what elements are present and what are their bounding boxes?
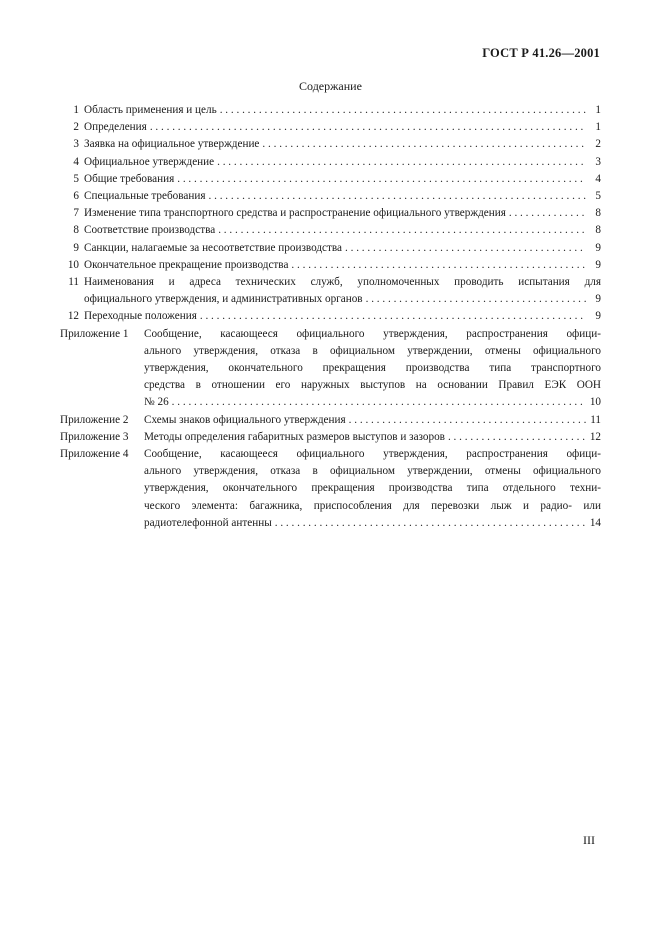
leader-dots [220,102,586,119]
toc-entry-page: 9 [595,310,601,323]
appendix-title-line: ального утверждения, отказа в официальном утверждении, отмены официального [144,465,601,478]
toc-entry-number: 9 [73,241,79,254]
toc-entry-number: 2 [73,121,79,134]
toc-entry-page: 8 [595,224,601,237]
leader-dots [209,188,587,205]
toc-entry-page: 5 [595,190,601,203]
leader-dots [150,119,586,136]
toc-entry-number: 4 [73,155,79,168]
toc-entry[interactable] [60,154,601,171]
leader-dots [349,412,586,429]
toc-entry-page: 9 [595,258,601,271]
toc-title: Содержание [299,79,362,93]
toc-entry[interactable] [60,240,601,257]
appendix-title-end: Методы определения габаритных размеров выступов и зазоров [144,430,445,443]
appendix-label: Приложение 4 [60,448,129,461]
toc-entry-page: 9 [595,241,601,254]
leader-dots [200,308,586,325]
leader-dots [448,429,586,446]
leader-dots [275,515,586,532]
toc-entry-number: 6 [73,190,79,203]
leader-dots [172,394,586,411]
leader-dots [217,154,586,171]
appendix-title-line: утверждения, окончательного прекращения производства типа транспортного [144,362,601,375]
toc-entry[interactable] [60,188,601,205]
toc-entry-title: Окончательное прекращение производства [84,258,289,271]
appendix-title-end: радиотелефонной антенны [144,516,272,529]
leader-dots [366,291,586,308]
toc-entry-page: 1 [595,121,601,134]
toc-entry-number: 10 [67,258,79,271]
appendix-title-line: Сообщение, касающееся официального утверждения, распространения офици- [144,448,601,461]
toc-entry-number: 8 [73,224,79,237]
toc-entry[interactable] [60,274,601,308]
page-number: III [583,833,595,847]
toc-entry-number: 3 [73,138,79,151]
toc-entry-title: Официальное утверждение [84,155,215,168]
toc-entry[interactable] [60,257,601,274]
toc-entry-page: 8 [595,207,601,220]
toc-entry-title: Изменение типа транспортного средства и распространение официального утверждения [84,207,506,220]
toc-entry-page: 4 [595,172,601,185]
appendix-label: Приложение 1 [60,327,129,340]
leader-dots [218,222,586,239]
toc-entry-page: 11 [590,413,601,426]
table-of-contents [60,102,601,532]
toc-entry-title: Соответствие производства [84,224,216,237]
toc-entry-page: 10 [589,396,601,409]
appendix-label: Приложение 2 [60,413,129,426]
appendix-title-line: ального утверждения, отказа в официальном утверждении, отмены официального [144,344,601,357]
leader-dots [262,136,586,153]
document-code: ГОСТ Р 41.26—2001 [482,46,600,60]
toc-entry-number: 12 [67,310,79,323]
toc-entry-title-line: Наименования и адреса технических служб, уполномоченных проводить испытания для [84,276,601,289]
toc-entry-page: 2 [595,138,601,151]
toc-entry[interactable] [60,136,601,153]
toc-appendix-entry[interactable] [60,429,601,446]
toc-entry-title: Специальные требования [84,190,206,203]
toc-entry[interactable] [60,222,601,239]
toc-entry-page: 14 [589,516,601,529]
toc-entry-page: 9 [595,293,601,306]
toc-entry-title: Заявка на официальное утверждение [84,138,260,151]
appendix-title-end: Схемы знаков официального утверждения [144,413,346,426]
toc-entry[interactable] [60,119,601,136]
toc-appendix-entry[interactable] [60,446,601,532]
appendix-title-line: утверждения, окончательного прекращения производства типа отдельного техни- [144,482,601,495]
appendix-title-line: средства в отношении его наружных выступов на основании Правил ЕЭК ООН [144,379,601,392]
leader-dots [345,240,586,257]
leader-dots [509,205,586,222]
toc-entry-title: Переходные положения [84,310,197,323]
appendix-title-end: № 26 [144,396,169,409]
toc-appendix-entry[interactable] [60,326,601,412]
toc-entry-page: 1 [595,104,601,116]
leader-dots [291,257,586,274]
toc-entry-title: Общие требования [84,172,175,185]
toc-entry[interactable] [60,308,601,325]
toc-entry-page: 12 [589,430,601,443]
appendix-title-line: ческого элемента: багажника, приспособления для перевозки лыж и радио- или [144,499,601,512]
toc-entry-number: 1 [73,104,79,116]
toc-entry-number: 5 [73,172,79,185]
appendix-label: Приложение 3 [60,430,129,443]
toc-entry[interactable] [60,205,601,222]
toc-entry-title: Область применения и цель [84,104,217,116]
toc-entry-page: 3 [595,155,601,168]
toc-entry[interactable] [60,102,601,119]
leader-dots [177,171,586,188]
toc-appendix-entry[interactable] [60,412,601,429]
toc-entry-title: Санкции, налагаемые за несоответствие производства [84,241,342,254]
toc-entry-title: официального утверждения, и административных органов [84,293,363,306]
toc-entry-number: 11 [68,276,79,289]
toc-entry-number: 7 [73,207,79,220]
appendix-title-line: Сообщение, касающееся официального утверждения, распространения офици- [144,327,601,340]
toc-entry[interactable] [60,171,601,188]
toc-entry-title: Определения [84,121,147,134]
